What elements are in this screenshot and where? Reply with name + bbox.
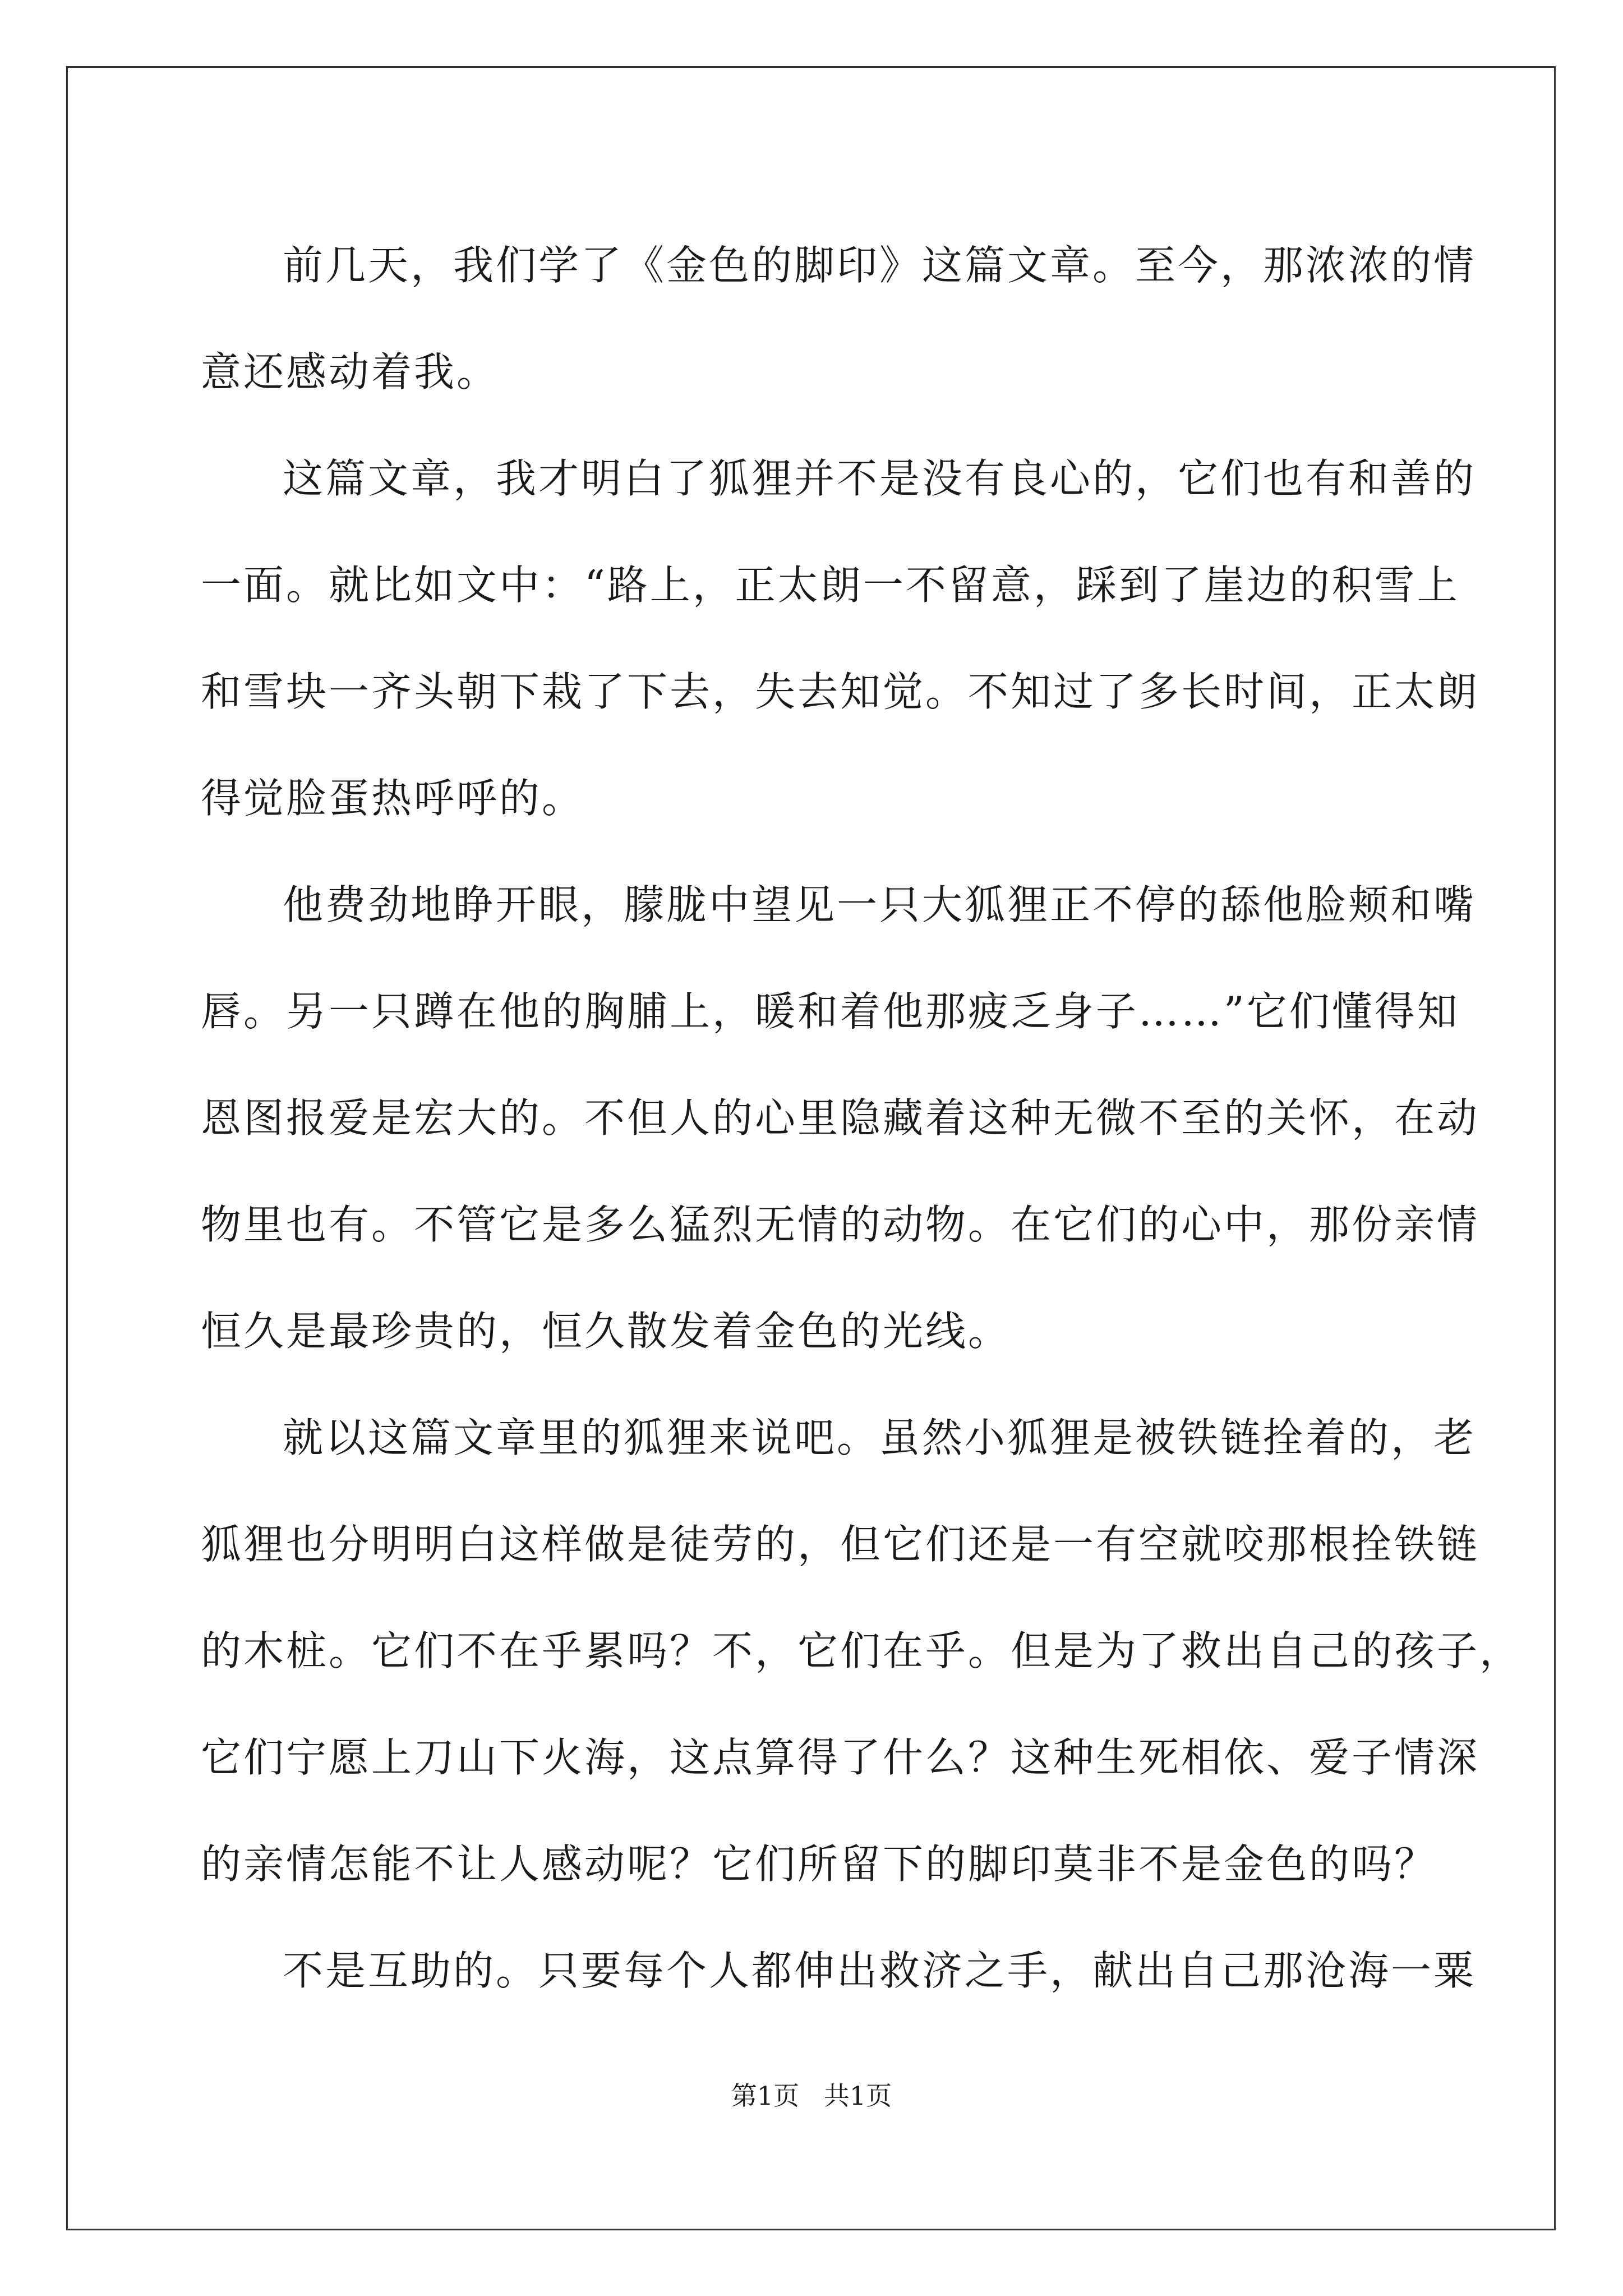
text-line: 得觉脸蛋热呼呼的。 [201, 775, 585, 822]
text-line: 恩图报爱是宏大的。不但人的心里隐藏着这种无微不至的关怀，在动 [201, 1094, 1480, 1142]
text-line: 意还感动着我。 [201, 348, 500, 395]
text-line: 恒久是最珍贵的，恒久散发着金色的光线。 [201, 1308, 1011, 1355]
text-line: 它们宁愿上刀山下火海，这点算得了什么？这种生死相依、爱子情深 [201, 1734, 1480, 1781]
page-footer: 第1页 共1页 [731, 2081, 892, 2111]
text-line: 的木桩。它们不在乎累吗？不，它们在乎。但是为了救出自己的孩子， [201, 1627, 1523, 1674]
text-line: 唇。另一只蹲在他的胸脯上，暖和着他那疲乏身子……”它们懂得知 [201, 988, 1460, 1035]
text-line: 这篇文章，我才明白了狐狸并不是没有良心的，它们也有和善的 [283, 455, 1477, 502]
text-line: 和雪块一齐头朝下栽了下去，失去知觉。不知过了多长时间，正太朗 [201, 668, 1480, 715]
text-line: 就以这篇文章里的狐狸来说吧。虽然小狐狸是被铁链拴着的，老 [283, 1414, 1477, 1461]
text-line: 一面。就比如文中：“路上，正太朗一不留意，踩到了崖边的积雪上 [201, 562, 1460, 609]
document-body [201, 212, 1523, 2024]
text-line: 物里也有。不管它是多么猛烈无情的动物。在它们的心中，那份亲情 [201, 1201, 1480, 1248]
text-line: 的亲情怎能不让人感动呢？它们所留下的脚印莫非不是金色的吗？ [201, 1841, 1437, 1888]
text-line: 他费劲地睁开眼，朦胧中望见一只大狐狸正不停的舔他脸颊和嘴 [283, 881, 1477, 928]
text-line: 狐狸也分明明白这样做是徒劳的，但它们还是一有空就咬那根拴铁链 [201, 1521, 1480, 1568]
text-line: 前几天，我们学了《金色的脚印》这篇文章。至今，那浓浓的情 [283, 242, 1477, 289]
text-line: 不是互助的。只要每个人都伸出救济之手，献出自己那沧海一粟 [283, 1947, 1477, 1994]
